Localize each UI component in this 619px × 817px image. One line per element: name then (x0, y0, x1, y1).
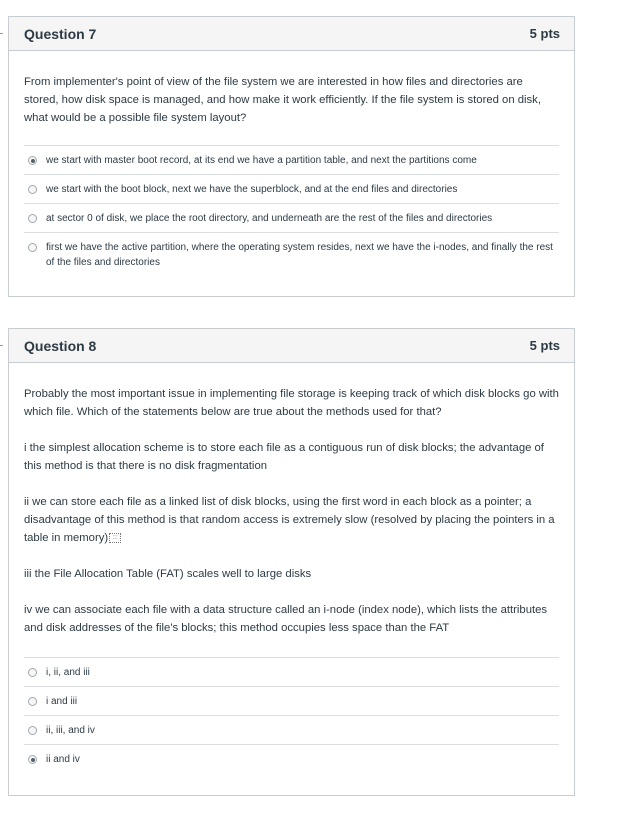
statement-ii-text: ii we can store each file as a linked list of disk blocks, using the first word in each block as a pointer; a disadvantage of this method is that random access is extremely slow (resolved by placing the pointers in a table in memory) (24, 496, 555, 544)
statement-iv: iv we can associate each file with a data structure called an i-node (index node), which lists the attributes and disk addresses of the file's blocks; this method occupies less space than the FAT (24, 604, 548, 634)
answer-label: first we have the active partition, where the operating system resides, next we have the i-nodes, and finally the rest of the files and directories (46, 242, 553, 268)
question-card (8, 16, 575, 297)
answer-option[interactable] (24, 232, 559, 276)
embedded-object-icon: ::: (109, 533, 121, 543)
radio-icon[interactable] (28, 214, 37, 223)
statement-i: i the simplest allocation scheme is to store each file as a contiguous run of disk blocks; the advantage of this method is that there is no disk fragmentation (24, 442, 544, 472)
left-edge-mark (0, 33, 3, 34)
question-header (9, 329, 574, 363)
statement-ii (24, 493, 559, 547)
answer-label: ii and iv (46, 754, 80, 765)
question-title: Question 8 (24, 337, 97, 354)
radio-selected-icon[interactable] (28, 755, 37, 764)
question-points: 5 pts (529, 338, 560, 353)
answer-label: we start with master boot record, at its end we have a partition table, and next the partitions come (46, 155, 477, 166)
answer-option[interactable] (24, 203, 559, 232)
answer-list (24, 657, 559, 773)
question-intro: Probably the most important issue in implementing file storage is keeping track of which disk blocks go with which file. Which of the statements below are true about the methods used for that? (24, 388, 559, 418)
answer-option[interactable] (24, 744, 559, 773)
radio-selected-icon[interactable] (28, 156, 37, 165)
answer-list (24, 145, 559, 276)
answer-label: we start with the boot block, next we have the superblock, and at the end files and directories (46, 184, 458, 195)
answer-option[interactable] (24, 174, 559, 203)
radio-icon[interactable] (28, 668, 37, 677)
question-text: From implementer's point of view of the file system we are interested in how files and directories are stored, how disk space is managed, and how make it work efficiently. If the file system is stored on disk, what would be a possible file system layout? (24, 76, 541, 124)
answer-option[interactable] (24, 686, 559, 715)
radio-icon[interactable] (28, 185, 37, 194)
question-body (9, 385, 574, 773)
answer-label: i, ii, and iii (46, 667, 90, 678)
statement-iii: iii the File Allocation Table (FAT) scales well to large disks (24, 568, 312, 580)
question-header (9, 17, 574, 51)
radio-icon[interactable] (28, 697, 37, 706)
answer-label: ii, iii, and iv (46, 725, 95, 736)
answer-option[interactable] (24, 145, 559, 174)
answer-label: i and iii (46, 696, 78, 707)
question-body (9, 73, 574, 276)
answer-option[interactable] (24, 657, 559, 686)
answer-option[interactable] (24, 715, 559, 744)
answer-label: at sector 0 of disk, we place the root directory, and underneath are the rest of the files and directories (46, 213, 493, 224)
question-title: Question 7 (24, 25, 97, 42)
radio-icon[interactable] (28, 243, 37, 252)
question-card (8, 328, 575, 796)
left-edge-mark (0, 345, 3, 346)
question-points: 5 pts (529, 26, 560, 41)
radio-icon[interactable] (28, 726, 37, 735)
